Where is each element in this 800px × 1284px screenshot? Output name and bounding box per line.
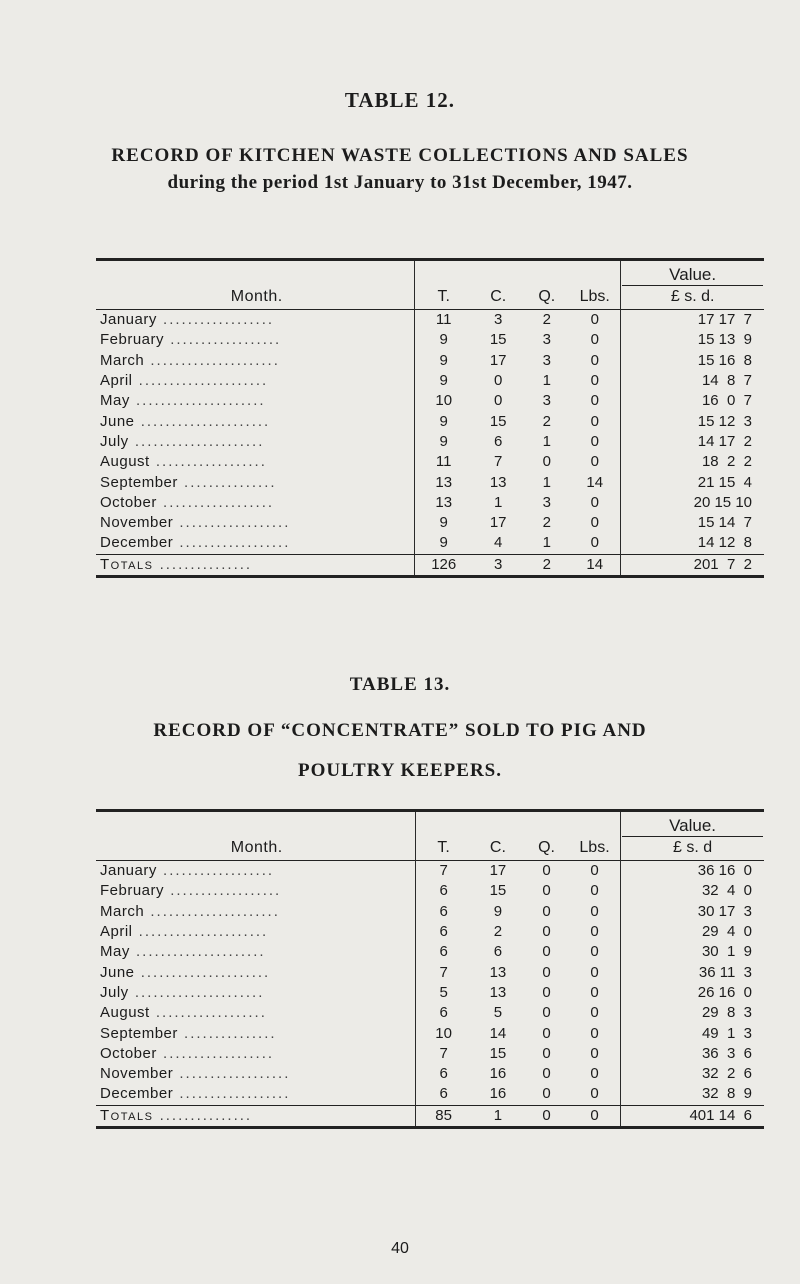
lbs-cell: 0: [590, 412, 599, 430]
month-label: February: [100, 882, 165, 900]
table-row: [96, 472, 764, 492]
month-cell: [96, 432, 415, 452]
dot-leader: ...............: [153, 1106, 253, 1124]
lbs-cell: 0: [590, 923, 599, 941]
totals-cell: [96, 554, 415, 576]
value-cell: 18 2 2: [621, 452, 764, 472]
totals-row: [96, 1105, 764, 1127]
cwt-cell: 0: [494, 372, 503, 390]
tons-cell: 6: [415, 1003, 472, 1023]
value-cell: 15 13 9: [621, 330, 764, 350]
lbs-cell: 0: [590, 493, 599, 511]
month-label: May: [100, 943, 130, 961]
month-label: July: [100, 432, 129, 450]
totals-label: Totals: [100, 1106, 154, 1124]
totals-row: [96, 554, 764, 576]
tons-cell: 7: [415, 1044, 472, 1064]
table-row: [96, 962, 764, 982]
table13: [96, 809, 764, 1129]
month-label: January: [100, 862, 157, 880]
header-value-label: Value.: [622, 265, 763, 286]
lbs-cell: 0: [590, 1085, 599, 1103]
dot-leader: .....................: [129, 392, 266, 410]
tons-cell: 13: [415, 472, 472, 492]
table-row: [96, 1044, 764, 1064]
month-cell: [96, 881, 415, 901]
quarters-cell: 0: [542, 963, 551, 981]
month-label: March: [100, 902, 145, 920]
month-cell: [96, 310, 415, 331]
month-cell: [96, 533, 415, 554]
month-cell: [96, 472, 415, 492]
quarters-cell: 3: [542, 331, 551, 349]
quarters-cell: 0: [542, 923, 551, 941]
value-cell: 15 14 7: [621, 513, 764, 533]
total-tons: 85: [415, 1105, 472, 1127]
tons-cell: 6: [415, 922, 472, 942]
quarters-cell: 0: [542, 882, 551, 900]
quarters-cell: 1: [542, 534, 551, 552]
cwt-cell: 4: [494, 534, 503, 552]
lbs-cell: 0: [590, 1065, 599, 1083]
table13-label: TABLE 13.: [349, 674, 451, 695]
table-row: [96, 902, 764, 922]
month-label: April: [100, 372, 133, 390]
dot-leader: ..................: [173, 534, 291, 552]
table-row: [96, 411, 764, 431]
cwt-cell: 17: [489, 351, 507, 369]
quarters-cell: 0: [542, 1065, 551, 1083]
month-label: July: [100, 983, 129, 1001]
tons-cell: 10: [415, 391, 472, 411]
quarters-cell: 0: [542, 983, 551, 1001]
lbs-cell: 0: [590, 453, 599, 471]
quarters-cell: 0: [542, 1044, 551, 1062]
tons-cell: 6: [415, 942, 472, 962]
cwt-cell: 17: [489, 862, 507, 880]
dot-leader: ...............: [153, 555, 253, 573]
value-cell: 16 0 7: [621, 391, 764, 411]
value-cell: 29 8 3: [621, 1003, 764, 1023]
dot-leader: ..................: [156, 493, 275, 511]
tons-cell: 6: [415, 1064, 472, 1084]
dot-leader: ..................: [173, 514, 291, 532]
table-row: [96, 1003, 764, 1023]
dot-leader: ..................: [156, 1044, 275, 1062]
header-cwt: C.: [490, 288, 507, 305]
month-cell: [96, 983, 415, 1003]
table-row: [96, 1064, 764, 1084]
dot-leader: ..................: [156, 862, 275, 880]
table-row: [96, 513, 764, 533]
month-label: December: [100, 1085, 174, 1103]
header-value-label: Value.: [622, 816, 763, 837]
cwt-cell: 5: [493, 1004, 503, 1022]
month-cell: [96, 942, 415, 962]
tons-cell: 7: [415, 861, 472, 882]
cwt-cell: 2: [493, 923, 503, 941]
month-label: January: [100, 311, 157, 329]
month-cell: [96, 371, 415, 391]
header-tons: T.: [415, 811, 472, 861]
month-label: September: [100, 1024, 178, 1042]
dot-leader: ..................: [164, 331, 282, 349]
header-quarters: Q.: [538, 839, 555, 856]
lbs-cell: 0: [590, 983, 599, 1001]
quarters-cell: 0: [542, 943, 551, 961]
total-value: 401 14 6: [621, 1105, 764, 1127]
value-cell: 30 17 3: [621, 902, 764, 922]
tons-cell: 6: [415, 1084, 472, 1105]
value-cell: 36 3 6: [621, 1044, 764, 1064]
tons-cell: 6: [415, 902, 472, 922]
table-row: [96, 371, 764, 391]
lbs-cell: 0: [590, 943, 599, 961]
cwt-cell: 16: [489, 1065, 507, 1083]
table13-header-row: [96, 811, 764, 861]
header-lsd: £ s. d: [672, 839, 713, 856]
page-number: 40: [391, 1240, 409, 1257]
table-row: [96, 881, 764, 901]
month-cell: [96, 1044, 415, 1064]
dot-leader: ..................: [173, 1085, 291, 1103]
month-label: May: [100, 392, 130, 410]
quarters-cell: 1: [542, 372, 551, 390]
lbs-cell: 0: [590, 311, 599, 329]
quarters-cell: 2: [542, 412, 551, 430]
header-tons: T.: [415, 260, 472, 310]
header-quarters: Q.: [538, 288, 556, 305]
tons-cell: 6: [415, 881, 472, 901]
cwt-cell: 17: [489, 514, 507, 532]
month-cell: [96, 452, 415, 472]
month-label: April: [100, 923, 133, 941]
month-cell: [96, 351, 415, 371]
header-month: Month.: [230, 288, 283, 305]
table-row: [96, 391, 764, 411]
table12-subtitle: during the period 1st January to 31st December, 1947.: [167, 172, 633, 193]
table-row: [96, 432, 764, 452]
total-quarters: 2: [542, 555, 551, 573]
cwt-cell: 15: [489, 331, 507, 349]
tons-cell: 9: [415, 513, 472, 533]
table12-label: TABLE 12.: [344, 88, 456, 112]
lbs-cell: 0: [590, 1004, 599, 1022]
cwt-cell: 13: [489, 963, 507, 981]
month-label: November: [100, 1065, 174, 1083]
header-month: Month.: [230, 839, 283, 856]
table-row: [96, 493, 764, 513]
tons-cell: 11: [415, 452, 472, 472]
month-cell: [96, 902, 415, 922]
lbs-cell: 0: [590, 351, 599, 369]
dot-leader: ..................: [149, 1004, 267, 1022]
tons-cell: 9: [415, 351, 472, 371]
month-label: August: [100, 453, 150, 471]
value-cell: 36 11 3: [621, 962, 764, 982]
value-cell: 15 12 3: [621, 411, 764, 431]
month-cell: [96, 330, 415, 350]
table-row: [96, 942, 764, 962]
dot-leader: .....................: [144, 351, 280, 369]
header-value: [621, 811, 764, 861]
cwt-cell: 6: [494, 432, 503, 450]
table-row: [96, 922, 764, 942]
value-cell: 32 2 6: [621, 1064, 764, 1084]
value-cell: 26 16 0: [621, 983, 764, 1003]
month-label: November: [100, 514, 174, 532]
dot-leader: ..................: [173, 1065, 291, 1083]
cwt-cell: 16: [489, 1085, 507, 1103]
header-lbs: Lbs.: [579, 839, 610, 856]
month-label: August: [100, 1004, 150, 1022]
month-cell: [96, 513, 415, 533]
table12-body: [96, 310, 764, 577]
lbs-cell: 0: [590, 963, 599, 981]
month-cell: [96, 493, 415, 513]
month-cell: [96, 1003, 415, 1023]
value-cell: 17 17 7: [621, 310, 764, 331]
tons-cell: 9: [415, 411, 472, 431]
quarters-cell: 3: [542, 351, 551, 369]
dot-leader: .....................: [128, 983, 265, 1001]
quarters-cell: 0: [542, 862, 551, 880]
cwt-cell: 3: [494, 311, 503, 329]
tons-cell: 11: [415, 310, 472, 331]
cwt-cell: 13: [489, 473, 507, 491]
tons-cell: 9: [415, 371, 472, 391]
tons-cell: 9: [415, 330, 472, 350]
lbs-cell: 0: [590, 372, 599, 390]
value-cell: 14 12 8: [621, 533, 764, 554]
header-cwt: C.: [489, 839, 506, 856]
quarters-cell: 0: [542, 1004, 551, 1022]
cwt-cell: 13: [489, 983, 507, 1001]
cwt-cell: 7: [494, 453, 503, 471]
lbs-cell: 0: [590, 331, 599, 349]
tons-cell: 7: [415, 962, 472, 982]
quarters-cell: 1: [542, 473, 551, 491]
cwt-cell: 6: [493, 943, 503, 961]
month-cell: [96, 861, 415, 882]
value-cell: 32 8 9: [621, 1084, 764, 1105]
month-label: June: [100, 412, 135, 430]
value-cell: 14 8 7: [621, 371, 764, 391]
table12-header-row: [96, 260, 764, 310]
month-label: October: [100, 1044, 157, 1062]
total-cwt: 3: [494, 555, 503, 573]
total-quarters: 0: [542, 1106, 551, 1124]
lbs-cell: 0: [590, 862, 599, 880]
month-label: February: [100, 331, 165, 349]
month-cell: [96, 1064, 415, 1084]
table-row: [96, 1084, 764, 1105]
lbs-cell: 0: [590, 1044, 599, 1062]
total-cwt: 1: [493, 1106, 503, 1124]
value-cell: 36 16 0: [621, 861, 764, 882]
lbs-cell: 0: [590, 1024, 599, 1042]
lbs-cell: 0: [590, 514, 599, 532]
table-row: [96, 983, 764, 1003]
quarters-cell: 0: [542, 1085, 551, 1103]
totals-label: Totals: [100, 555, 154, 573]
tons-cell: 9: [415, 533, 472, 554]
value-cell: 14 17 2: [621, 432, 764, 452]
table13-title-line1: RECORD OF “CONCENTRATE” SOLD TO PIG AND: [153, 720, 647, 741]
table-row: [96, 452, 764, 472]
table-row: [96, 533, 764, 554]
dot-leader: ...............: [177, 1024, 277, 1042]
header-value: [621, 260, 764, 310]
cwt-cell: 15: [489, 1044, 507, 1062]
lbs-cell: 0: [590, 392, 599, 410]
month-label: March: [100, 351, 145, 369]
dot-leader: .....................: [134, 963, 271, 981]
month-label: December: [100, 534, 174, 552]
month-cell: [96, 1084, 415, 1105]
table-row: [96, 861, 764, 882]
dot-leader: ..................: [149, 453, 267, 471]
quarters-cell: 1: [542, 432, 551, 450]
value-cell: 32 4 0: [621, 881, 764, 901]
quarters-cell: 2: [542, 514, 551, 532]
lbs-cell: 0: [590, 432, 599, 450]
table12: [96, 258, 764, 578]
dot-leader: .....................: [132, 923, 269, 941]
totals-cell: [96, 1105, 415, 1127]
table-row: [96, 1023, 764, 1043]
tons-cell: 9: [415, 432, 472, 452]
value-cell: 15 16 8: [621, 351, 764, 371]
tons-cell: 13: [415, 493, 472, 513]
quarters-cell: 3: [542, 392, 551, 410]
value-cell: 30 1 9: [621, 942, 764, 962]
quarters-cell: 0: [542, 902, 551, 920]
tons-cell: 10: [415, 1023, 472, 1043]
month-cell: [96, 922, 415, 942]
quarters-cell: 0: [542, 1024, 551, 1042]
table12-title: RECORD OF KITCHEN WASTE COLLECTIONS AND SALES: [111, 145, 689, 166]
dot-leader: .....................: [134, 412, 271, 430]
dot-leader: .....................: [129, 943, 266, 961]
value-cell: 21 15 4: [621, 472, 764, 492]
month-label: September: [100, 473, 178, 491]
value-cell: 49 1 3: [621, 1023, 764, 1043]
table-row: [96, 330, 764, 350]
table13-body: [96, 861, 764, 1128]
lbs-cell: 14: [586, 473, 604, 491]
value-cell: 29 4 0: [621, 922, 764, 942]
dot-leader: .....................: [132, 372, 269, 390]
cwt-cell: 0: [494, 392, 503, 410]
quarters-cell: 0: [542, 453, 551, 471]
cwt-cell: 1: [494, 493, 503, 511]
lbs-cell: 0: [590, 902, 599, 920]
dot-leader: ...............: [177, 473, 277, 491]
dot-leader: ..................: [156, 311, 275, 329]
header-lsd: £ s. d.: [670, 288, 715, 305]
month-cell: [96, 391, 415, 411]
dot-leader: ..................: [164, 882, 282, 900]
table-row: [96, 351, 764, 371]
cwt-cell: 15: [489, 882, 507, 900]
month-label: June: [100, 963, 135, 981]
table-row: [96, 310, 764, 331]
cwt-cell: 9: [493, 902, 503, 920]
value-cell: 20 15 10: [621, 493, 764, 513]
lbs-cell: 0: [590, 882, 599, 900]
total-lbs: 14: [586, 555, 604, 573]
month-label: October: [100, 493, 157, 511]
quarters-cell: 2: [542, 311, 551, 329]
dot-leader: .....................: [144, 902, 280, 920]
month-cell: [96, 411, 415, 431]
cwt-cell: 15: [489, 412, 507, 430]
header-lbs: Lbs.: [579, 288, 610, 305]
dot-leader: .....................: [128, 432, 265, 450]
total-lbs: 0: [590, 1106, 599, 1124]
cwt-cell: 14: [489, 1024, 507, 1042]
month-cell: [96, 962, 415, 982]
table13-title-line2: POULTRY KEEPERS.: [298, 760, 502, 781]
month-cell: [96, 1023, 415, 1043]
tons-cell: 5: [415, 983, 472, 1003]
quarters-cell: 3: [542, 493, 551, 511]
total-tons: 126: [415, 554, 472, 576]
total-value: 201 7 2: [621, 554, 764, 576]
lbs-cell: 0: [590, 534, 599, 552]
